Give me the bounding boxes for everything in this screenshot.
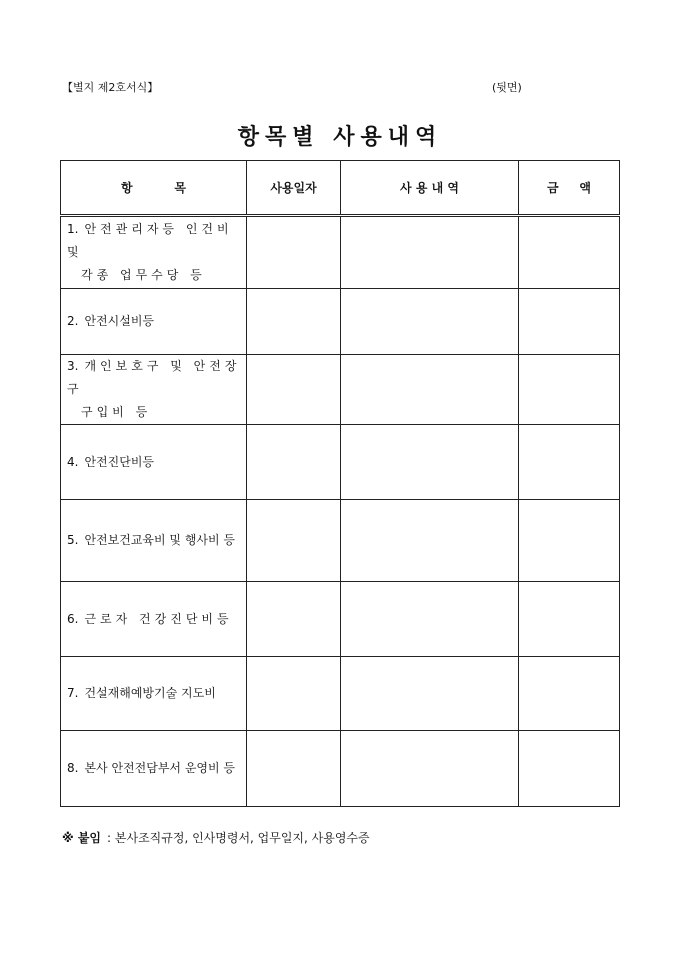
amount-cell[interactable] xyxy=(519,657,620,731)
detail-cell[interactable] xyxy=(341,731,519,807)
amount-cell[interactable] xyxy=(519,355,620,425)
item-label: 본사 안전전담부서 운영비 등 xyxy=(84,761,236,775)
detail-cell[interactable] xyxy=(341,425,519,500)
detail-cell[interactable] xyxy=(341,500,519,582)
item-number: 3. xyxy=(67,359,79,373)
amount-cell[interactable] xyxy=(519,289,620,355)
item-cell xyxy=(61,355,247,425)
page-side-label: (뒷면) xyxy=(492,81,522,94)
date-cell[interactable] xyxy=(247,289,341,355)
column-header-date: 사용일자 xyxy=(247,161,341,216)
detail-cell[interactable] xyxy=(341,355,519,425)
item-cell xyxy=(61,216,247,289)
item-number: 8. xyxy=(67,761,79,775)
item-label: 근로자 건강진단비등 xyxy=(84,611,233,626)
attachment-note xyxy=(62,829,370,846)
amount-cell[interactable] xyxy=(519,731,620,807)
column-header-item: 항 목 xyxy=(61,161,247,216)
item-label-continued: 각종 업무수당 등 xyxy=(81,268,206,282)
table-row xyxy=(61,289,620,355)
date-cell[interactable] xyxy=(247,355,341,425)
item-cell xyxy=(61,657,247,731)
table-row xyxy=(61,657,620,731)
date-cell[interactable] xyxy=(247,582,341,657)
detail-cell[interactable] xyxy=(341,582,519,657)
table-row xyxy=(61,425,620,500)
table-row xyxy=(61,355,620,425)
item-number: 6. xyxy=(67,611,79,626)
form-number-label: 【별지 제2호서식】 xyxy=(62,81,159,94)
date-cell[interactable] xyxy=(247,425,341,500)
item-number: 5. xyxy=(67,533,79,547)
note-mark: ※ 붙임 xyxy=(62,831,102,845)
detail-cell[interactable] xyxy=(341,289,519,355)
item-number: 2. xyxy=(67,314,79,328)
amount-cell[interactable] xyxy=(519,216,620,289)
column-header-amount: 금 액 xyxy=(519,161,620,216)
item-number: 7. xyxy=(67,686,79,700)
item-cell xyxy=(61,500,247,582)
item-label: 건설재해예방기술 지도비 xyxy=(84,686,216,700)
detail-cell[interactable] xyxy=(341,657,519,731)
item-label: 안전보건교육비 및 행사비 등 xyxy=(84,533,236,547)
date-cell[interactable] xyxy=(247,500,341,582)
table-row xyxy=(61,216,620,289)
item-label: 안전진단비등 xyxy=(84,454,155,469)
date-cell[interactable] xyxy=(247,216,341,289)
note-text: : 본사조직규정, 인사명령서, 업무일지, 사용영수증 xyxy=(107,831,370,845)
table-header-row xyxy=(61,161,620,216)
item-label: 개인보호구 및 안전장구 xyxy=(67,359,241,396)
item-cell xyxy=(61,582,247,657)
item-cell xyxy=(61,425,247,500)
amount-cell[interactable] xyxy=(519,425,620,500)
table-row xyxy=(61,731,620,807)
amount-cell[interactable] xyxy=(519,500,620,582)
amount-cell[interactable] xyxy=(519,582,620,657)
table-row xyxy=(61,500,620,582)
date-cell[interactable] xyxy=(247,731,341,807)
item-label-continued: 구입비 등 xyxy=(81,405,152,419)
date-cell[interactable] xyxy=(247,657,341,731)
item-cell xyxy=(61,731,247,807)
usage-table xyxy=(60,160,620,807)
item-label: 안전관리자등 인건비 및 xyxy=(67,222,233,259)
item-number: 1. xyxy=(67,222,79,236)
item-label: 안전시설비등 xyxy=(84,314,155,328)
item-number: 4. xyxy=(67,454,79,469)
table-row xyxy=(61,582,620,657)
detail-cell[interactable] xyxy=(341,216,519,289)
column-header-detail: 사 용 내 역 xyxy=(341,161,519,216)
document-title: 항목별 사용내역 xyxy=(237,124,443,150)
item-cell xyxy=(61,289,247,355)
